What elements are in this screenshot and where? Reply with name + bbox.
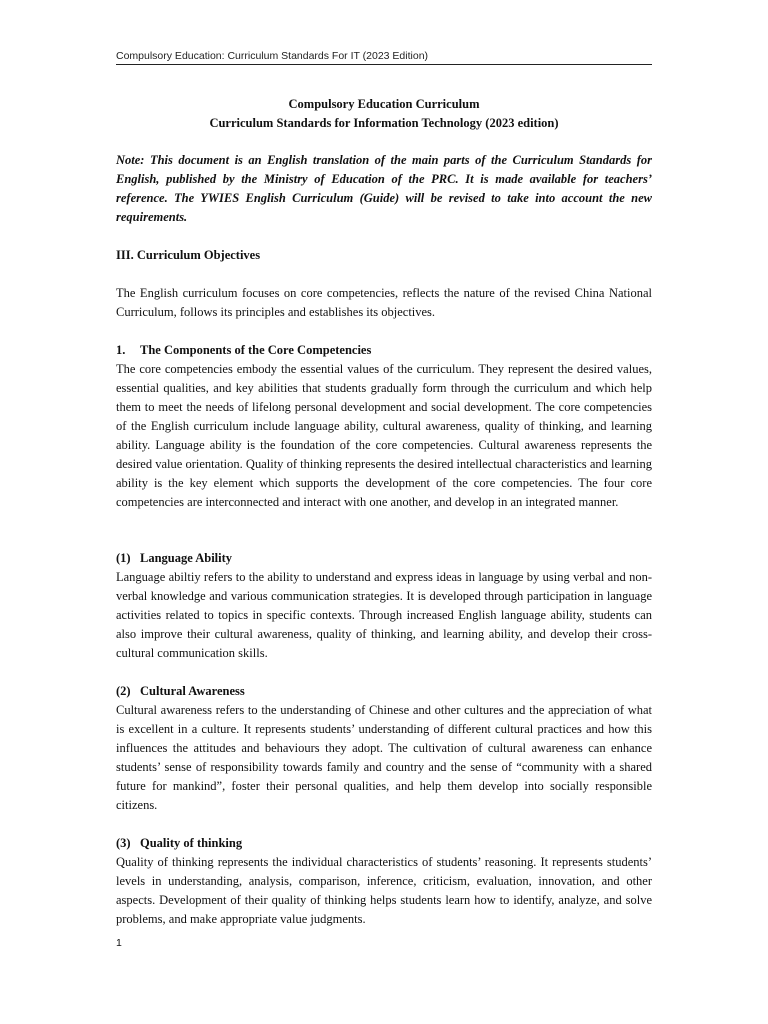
components-heading-text: The Components of the Core Competencies xyxy=(140,343,372,357)
language-ability-heading-text: Language Ability xyxy=(140,551,233,565)
language-ability-body: Language abiltiy refers to the ability to understand and express ideas in language by using verbal and non-verbal knowledge and various communication strategies. It is developed through participation in language activities related to topics in specific contexts. Through increased English language ability, students can also improve their cultural awareness, quality of thinking, and learning ability, and develop their cross-cultural communication skills. xyxy=(116,570,652,660)
language-ability-section xyxy=(116,549,652,663)
quality-of-thinking-heading xyxy=(116,834,652,853)
cultural-awareness-heading-text: Cultural Awareness xyxy=(140,684,245,698)
document-subtitle: Curriculum Standards for Information Technology (2023 edition) xyxy=(209,116,559,130)
intro-paragraph: The English curriculum focuses on core competencies, reflects the nature of the revised China National Curriculum, follows its principles and establishes its objectives. xyxy=(116,286,652,319)
quality-of-thinking-heading-text: Quality of thinking xyxy=(140,836,243,850)
document-title: Compulsory Education Curriculum xyxy=(288,97,480,111)
quality-of-thinking-body: Quality of thinking represents the individual characteristics of students’ reasoning. It represents students’ levels in understanding, analysis, comparison, inference, criticism, evaluation, innovation, and other aspects. Development of their quality of thinking helps students learn how to identify, analyze, and solve problems, and make appropriate value judgments. xyxy=(116,855,652,926)
components-heading xyxy=(116,341,652,360)
components-body: The core competencies embody the essential values of the curriculum. They represent the desired values, essential qualities, and key abilities that students gradually form through the curriculum and which help them to meet the needs of lifelong personal development and social development. The core competencies of the English curriculum include language ability, cultural awareness, quality of thinking, and learning ability. Language ability is the foundation of the core competencies. Cultural awareness represents the desired value orientation. Quality of thinking represents the desired intellectual characteristics and learning ability is the key element which supports the development of the core competencies. The four core competencies are interconnected and interact with one another, and develop in an integrated manner. xyxy=(116,362,652,509)
cultural-awareness-heading xyxy=(116,682,652,701)
components-number: 1. xyxy=(116,343,126,357)
cultural-awareness-section xyxy=(116,682,652,815)
section-heading: III. Curriculum Objectives xyxy=(116,248,261,262)
document-title-block xyxy=(116,95,652,133)
language-ability-number: (1) xyxy=(116,551,131,565)
language-ability-heading xyxy=(116,549,652,568)
cultural-awareness-body: Cultural awareness refers to the understanding of Chinese and other cultures and the appreciation of what is excellent in a culture. It represents students’ understanding of different cultural practices and how this influences the attitudes and behaviours they adopt. The cultivation of cultural awareness can enhance students’ sense of responsibility towards family and country and the sense of “community with a shared future for mankind”, foster their personal qualities, and help them develop into socially responsible citizens. xyxy=(116,703,652,812)
page-number: 1 xyxy=(116,937,122,949)
quality-of-thinking-section xyxy=(116,834,652,929)
running-header: Compulsory Education: Curriculum Standards For IT (2023 Edition) xyxy=(116,50,652,65)
translation-note: Note: This document is an English translation of the main parts of the Curriculum Standards for English, published by the Ministry of Education of the PRC. It is made available for teachers’ reference. The YWIES English Curriculum (Guide) will be revised to take into account the new requirements. xyxy=(116,153,652,224)
quality-of-thinking-number: (3) xyxy=(116,836,131,850)
cultural-awareness-number: (2) xyxy=(116,684,131,698)
components-section xyxy=(116,341,652,512)
